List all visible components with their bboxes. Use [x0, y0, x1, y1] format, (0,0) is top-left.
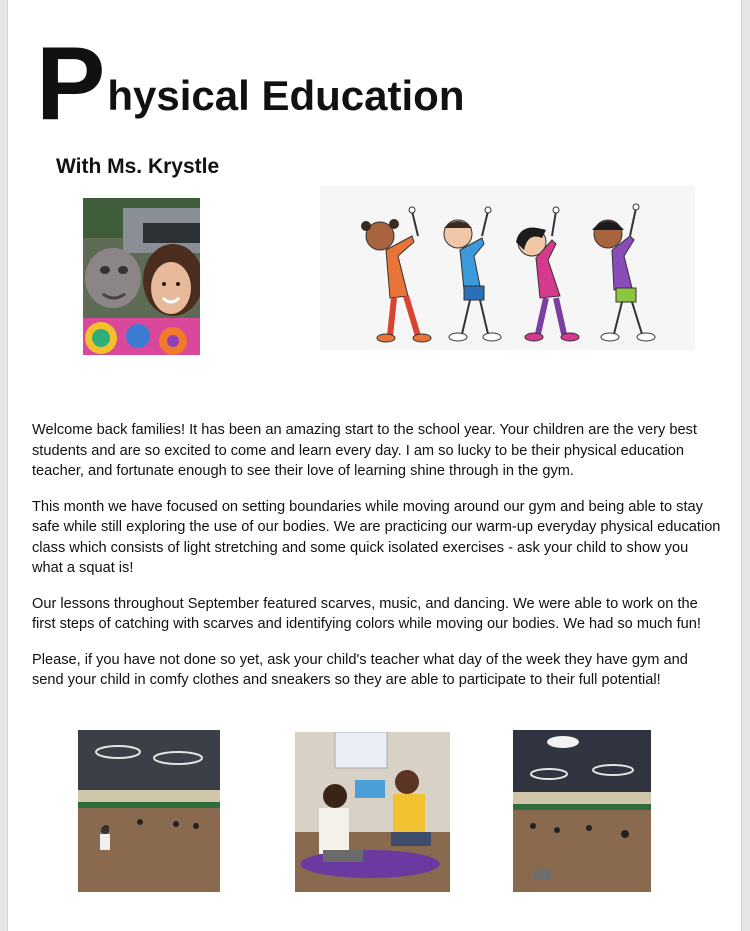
gym-photo-2 [513, 730, 651, 892]
page-edge-right [741, 0, 750, 931]
paragraph-lessons: Our lessons throughout September featured scarves, music, and dancing. We were able to work on the first steps of catching with scarves and identifying colors while moving our bodies. We had so much fun! [32, 595, 701, 632]
newsletter-body [32, 420, 722, 706]
page-edge-left [0, 0, 8, 931]
gym-photo-1 [78, 730, 220, 892]
page-title [36, 26, 465, 142]
paragraph-welcome: Welcome back families! It has been an amazing start to the school year. Your children are the very best students and are so excited to come and learn every day. I am so lucky to be their physical education teacher, and fortunate enough to see their love of learning shine through in the gym. [32, 422, 697, 479]
paragraph-boundaries: This month we have focused on setting boundaries while moving around our gym and being able to stay safe while still exploring the use of our bodies. We are practicing our warm-up everyday physical education class which consists of light stretching and some quick isolated exercises - ask your child to show you what a squat is! [32, 498, 721, 576]
paragraph-reminder: Please, if you have not done so yet, ask your child's teacher what day of the week they have gym and send your child in comfy clothes and sneakers so they are able to participate to their full potential! [32, 651, 688, 688]
stretching-kids-clipart [320, 186, 695, 350]
seesaw-photo [295, 732, 450, 892]
page-subtitle: With Ms. Krystle [56, 155, 220, 178]
teacher-photo [83, 198, 200, 355]
title-initial: P [36, 26, 106, 142]
title-rest: hysical Education [107, 72, 465, 119]
